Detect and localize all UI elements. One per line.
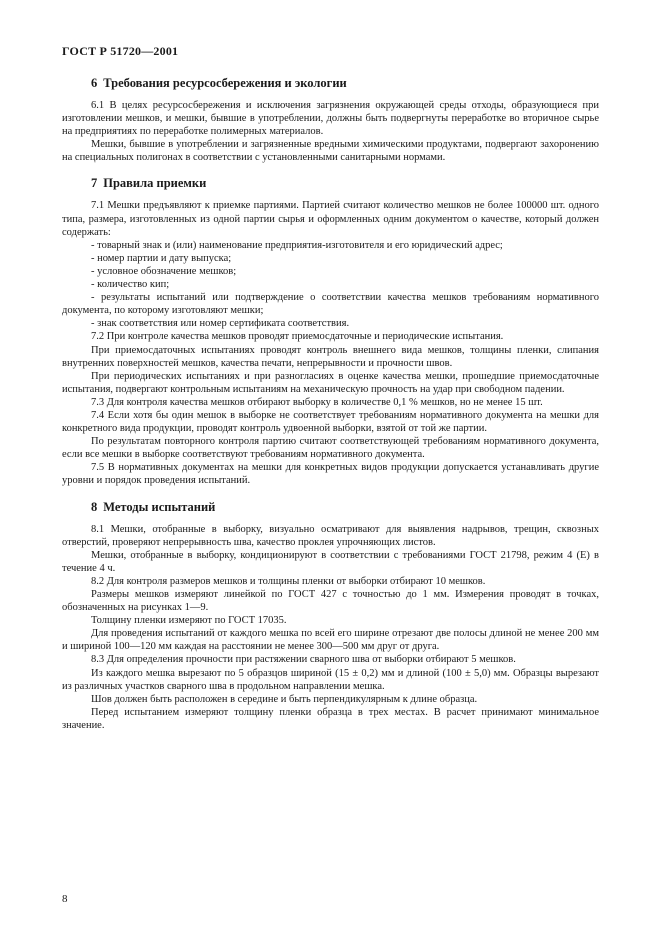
- paragraph: 7.4 Если хотя бы один мешок в выборке не соответствует требованиям нормативного документа на мешки для конкретного вида продукции, проводят контроль удвоенной выборки, взятой от той же партии.: [62, 409, 599, 435]
- paragraph: Перед испытанием измеряют толщину пленки образца в трех местах. В расчет принимают минимальное значение.: [62, 706, 599, 731]
- paragraph: Толщину пленки измеряют по ГОСТ 17035.: [91, 615, 287, 627]
- paragraph: Размеры мешков измеряют линейкой по ГОСТ 427 с точностью до 1 мм. Измерения проводят в точках, обозначенных на рисунках 1—9.: [62, 589, 599, 614]
- section-number: 7: [91, 176, 98, 191]
- section-8-title: [62, 499, 599, 515]
- section-spacer: [62, 164, 599, 175]
- paragraph: 8.1 Мешки, отобранные в выборку, визуально осматривают для выявления надрывов, трещин, сквозных отверстий, проверяют непрерывность шва, качество проклея упрочняющих листов.: [62, 523, 599, 548]
- section-spacer: [62, 488, 599, 499]
- section-number: 6: [91, 76, 98, 90]
- paragraph: Мешки, отобранные в выборку, кондиционируют в соответствии с требованиями ГОСТ 21798, режим 4 (Е) в течение 4 ч.: [62, 549, 599, 574]
- paragraph: Для проведения испытаний от каждого мешка по всей его ширине отрезают две полосы длиной не менее 200 мм и шириной 100—120 мм каждая на расстоянии не менее 300—500 мм друг от друга.: [62, 628, 599, 653]
- paragraph: 7.1 Мешки предъявляют к приемке партиями. Партией считают количество мешков не более 100000 шт. одного типа, размера, изготовленных из одной партии сырья и оформленных одним документом о качестве, который должен содержать:: [62, 200, 599, 238]
- paragraph: 8.3 Для определения прочности при растяжении сварного шва от выборки отбирают 5 мешков.: [91, 654, 516, 666]
- list-item: - количество кип;: [91, 279, 170, 291]
- paragraph: 7.2 При контроле качества мешков проводят приемосдаточные и периодические испытания.: [91, 331, 504, 343]
- section-7-title: [62, 175, 599, 191]
- standard-header: ГОСТ Р 51720—2001: [62, 44, 179, 58]
- paragraph: 6.1 В целях ресурсосбережения и исключения загрязнения окружающей среды отходы, образующиеся при изготовлении мешков, и мешки, бывшие в употреблении, должны быть подвергнуты переработке во вторичное сырье на предприятиях по переработке полимерных материалов.: [62, 100, 599, 138]
- paragraph: 7.5 В нормативных документах на мешки для конкретных видов продукции допускается устанавливать другие уровни и порядок проведения испытаний.: [62, 462, 599, 487]
- paragraph: 7.3 Для контроля качества мешков отбирают выборку в количестве 0,1 % мешков, но не менее 15 шт.: [91, 396, 543, 408]
- paragraph: По результатам повторного контроля партию считают соответствующей требованиям нормативного документа, если все мешки в выборке соответствуют требованиям нормативного документа.: [62, 436, 599, 461]
- section-title-text: Методы испытаний: [103, 499, 216, 514]
- paragraph: Мешки, бывшие в употреблении и загрязненные вредными химическими продуктами, подвергают захоронению на специальных полигонах в соответствии с установленными санитарными нормами.: [62, 139, 599, 164]
- page-number: 8: [62, 893, 68, 905]
- paragraph: Из каждого мешка вырезают по 5 образцов шириной (15 ± 0,2) мм и длиной (100 ± 5,0) мм. Образцы вырезают из различных участков сварного шва в продольном направлении мешка.: [62, 667, 599, 692]
- paragraph: Шов должен быть расположен в середине и быть перпендикулярным к длине образца.: [91, 693, 478, 705]
- list-item: - результаты испытаний или подтверждение о соответствии качества мешков требованиям нормативного документа, по которому изготовляют мешки;: [62, 292, 599, 317]
- paragraph: При периодических испытаниях и при разногласиях в оценке качества мешки, прошедшие приемосдаточные испытания, подвергают контрольным испытаниям на механическую прочность на удар при свободном падении.: [62, 370, 599, 395]
- paragraph: 8.2 Для контроля размеров мешков и толщины пленки от выборки отбирают 10 мешков.: [91, 575, 486, 587]
- list-item: - номер партии и дату выпуска;: [91, 252, 232, 264]
- paragraph: При приемосдаточных испытаниях проводят контроль внешнего вида мешков, толщины пленки, слипания внутренних поверхностей мешков, качества печати, непрерывности и прочности швов.: [62, 344, 599, 369]
- section-number: 8: [91, 499, 98, 514]
- section-title-text: Правила приемки: [103, 176, 207, 191]
- list-item: - товарный знак и (или) наименование предприятия-изготовителя и его юридический адрес;: [91, 239, 503, 251]
- document-body: [62, 75, 599, 732]
- section-title-text: Требования ресурсосбережения и экологии: [103, 76, 347, 90]
- list-item: - знак соответствия или номер сертификата соответствия.: [91, 318, 350, 330]
- list-item: - условное обозначение мешков;: [91, 265, 237, 277]
- section-6-title: [62, 75, 599, 91]
